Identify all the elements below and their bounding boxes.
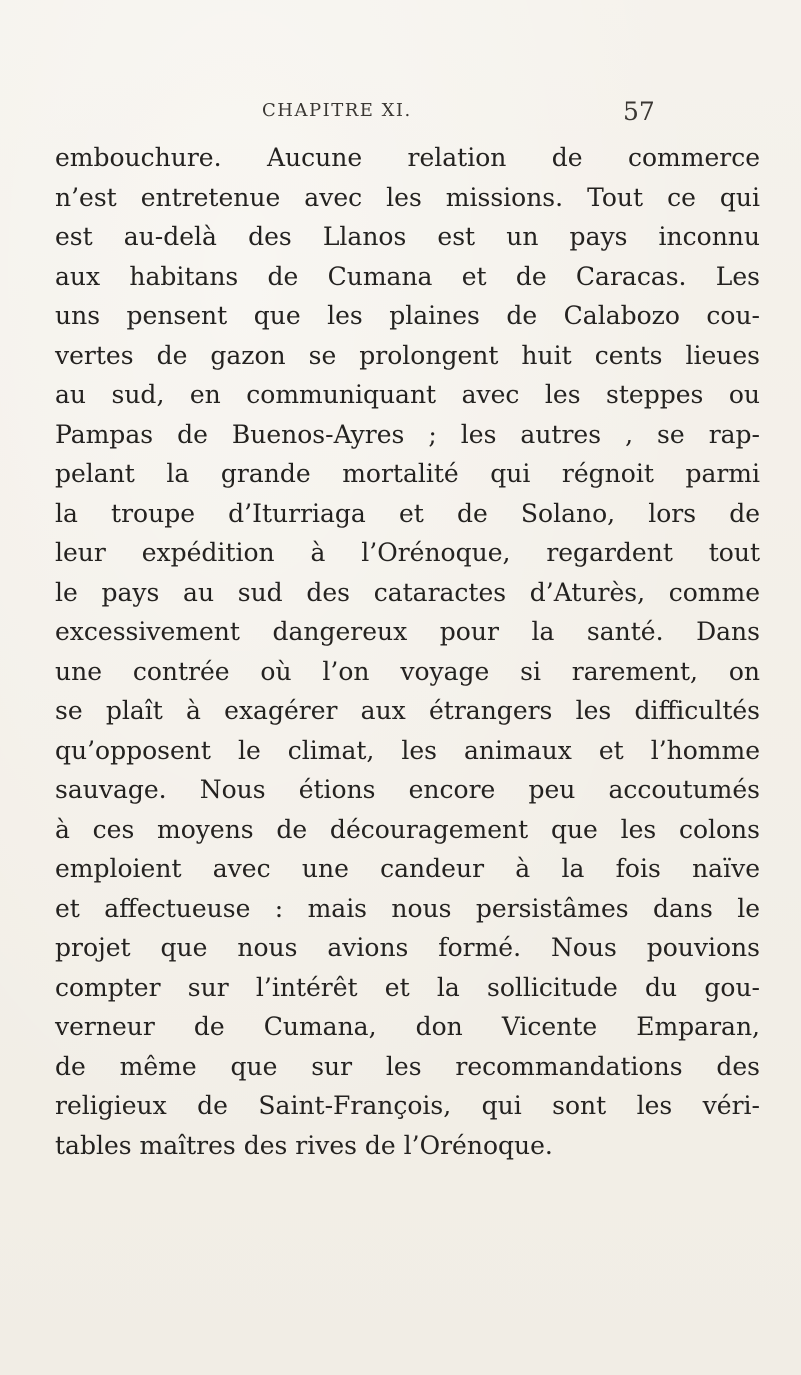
text-line: qu’opposent le climat, les animaux et l’homme [55, 735, 760, 765]
text-line: une contrée où l’on voyage si rarement, on [55, 656, 760, 686]
text-line: à ces moyens de découragement que les colons [55, 814, 760, 844]
text-line: embouchure. Aucune relation de commerce [55, 143, 760, 172]
text-line: uns pensent que les plaines de Calabozo cou- [55, 301, 760, 330]
text-line: sauvage. Nous étions encore peu accoutumés [55, 775, 760, 804]
text-line: emploient avec une candeur à la fois naïve [55, 854, 760, 883]
text-line: et affectueuse : mais nous persistâmes dans le [55, 893, 760, 923]
text-line: projet que nous avions formé. Nous pouvions [55, 933, 760, 962]
text-line: leur expédition à l’Orénoque, regardent tout [55, 538, 760, 567]
text-line: n’est entretenue avec les missions. Tout ce qui [55, 182, 760, 212]
text-line: religieux de Saint-François, qui sont les véri- [55, 1091, 760, 1120]
text-line: le pays au sud des cataractes d’Aturès, comme [55, 577, 760, 607]
text-line: est au-delà des Llanos est un pays inconnu [55, 222, 760, 251]
text-line: aux habitans de Cumana et de Caracas. Les [55, 261, 760, 291]
text-line: Pampas de Buenos-Ayres ; les autres , se rap- [55, 419, 760, 449]
text-line: compter sur l’intérêt et la sollicitude du gou- [55, 972, 760, 1002]
text-line: la troupe d’Iturriaga et de Solano, lors de [55, 498, 760, 528]
text-line: se plaît à exagérer aux étrangers les difficultés [55, 696, 760, 725]
body-text [55, 138, 760, 1165]
running-title: CHAPITRE XI. [262, 100, 412, 121]
text-line: pelant la grande mortalité qui régnoit parmi [55, 459, 760, 488]
text-line: verneur de Cumana, don Vicente Emparan, [55, 1012, 760, 1041]
text-line: excessivement dangereux pour la santé. Dans [55, 617, 760, 646]
text-line: au sud, en communiquant avec les steppes ou [55, 380, 760, 409]
text-line: de même que sur les recommandations des [55, 1051, 760, 1081]
page-number: 57 [623, 97, 655, 126]
text-line: tables maîtres des rives de l’Orénoque. [55, 1130, 553, 1160]
text-line: vertes de gazon se prolongent huit cents lieues [55, 340, 760, 370]
